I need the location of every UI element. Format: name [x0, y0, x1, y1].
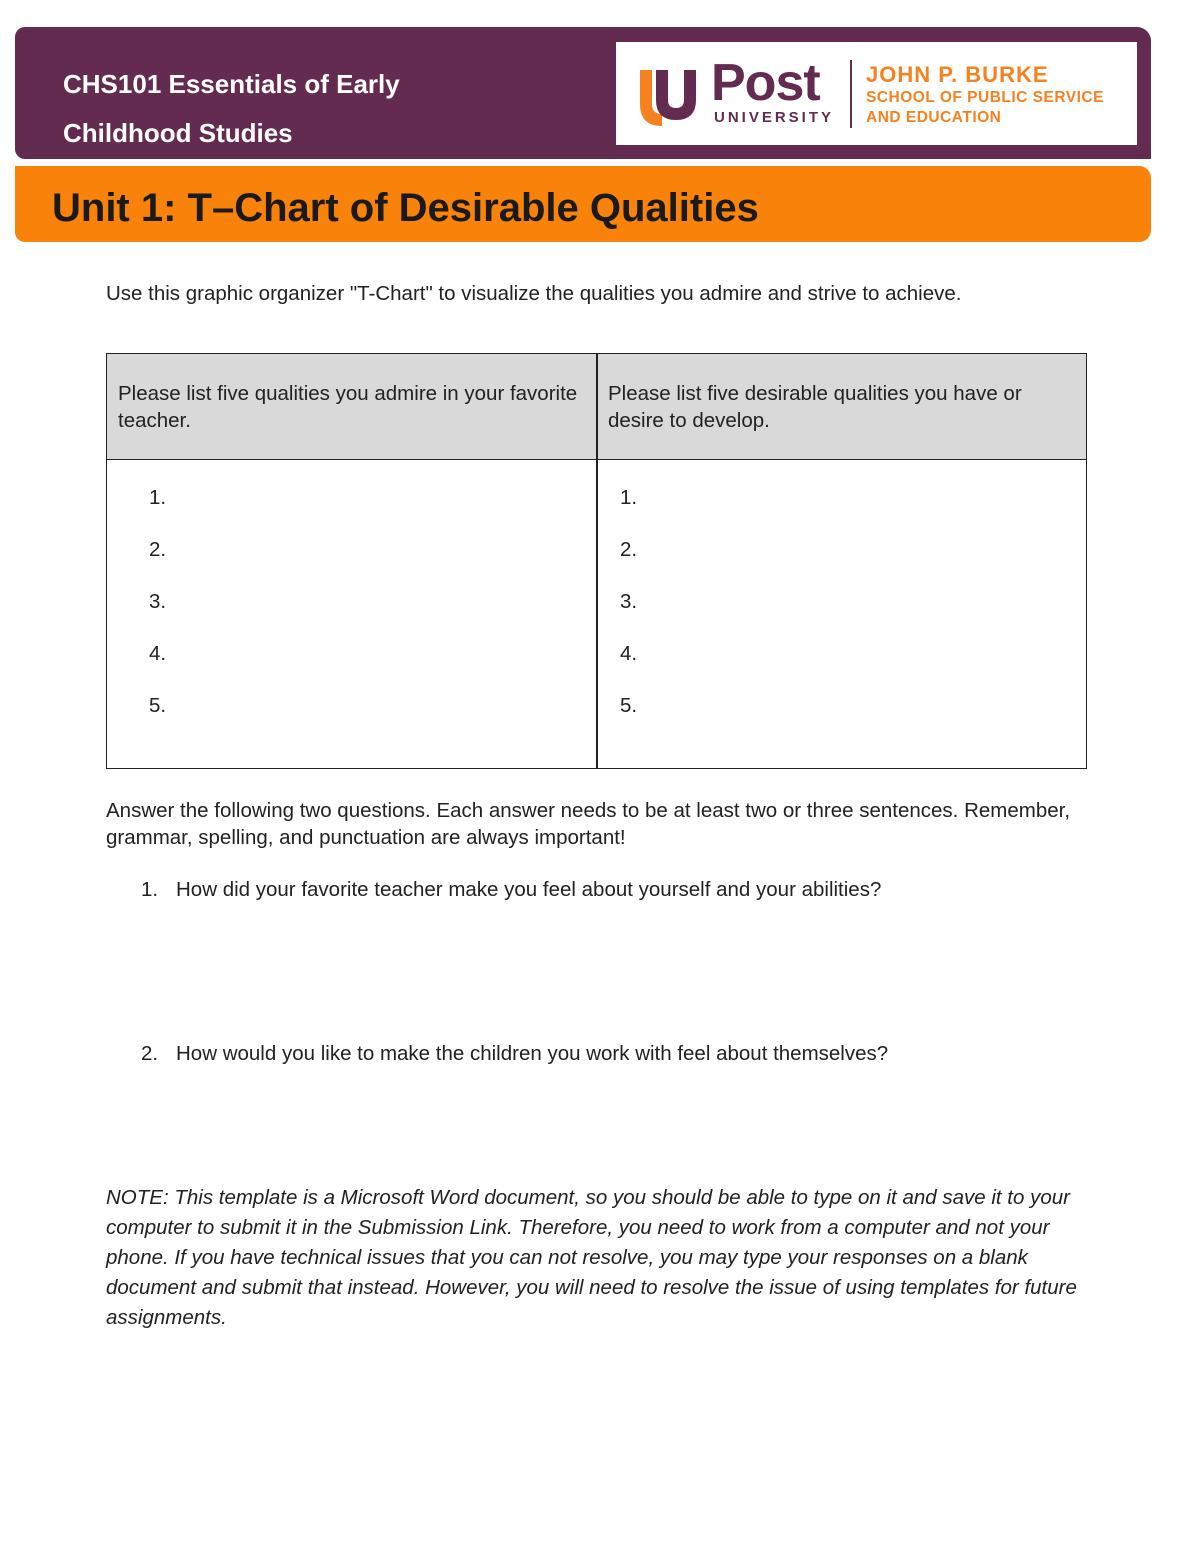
- university-logo: [616, 42, 1137, 145]
- logo-school-line1: JOHN P. BURKE: [866, 62, 1049, 87]
- course-title: [63, 60, 523, 158]
- logo-divider: [850, 60, 852, 128]
- question-number: 1.: [141, 878, 159, 901]
- post-university-logo-icon: [636, 64, 698, 126]
- right-quality-item[interactable]: 2.: [620, 538, 638, 561]
- logo-school-line3: AND EDUCATION: [866, 109, 1002, 126]
- question-number: 2.: [141, 1042, 159, 1065]
- t-chart-left-header: Please list five qualities you admire in your favorite teacher.: [118, 382, 578, 432]
- t-chart-table: [106, 353, 1087, 769]
- question-1[interactable]: [141, 878, 881, 902]
- left-quality-item[interactable]: 5.: [149, 694, 167, 717]
- t-chart-divider: [596, 354, 598, 768]
- question-text: How did your favorite teacher make you feel about yourself and your abilities?: [176, 878, 882, 901]
- logo-university-text: UNIVERSITY: [714, 109, 835, 126]
- left-quality-item[interactable]: 3.: [149, 590, 167, 613]
- logo-school-line2: SCHOOL OF PUBLIC SERVICE: [866, 89, 1104, 106]
- logo-post-text: Post: [711, 54, 820, 112]
- t-chart-right-header: Please list five desirable qualities you have or desire to develop.: [608, 382, 1022, 432]
- intro-text: Use this graphic organizer "T-Chart" to visualize the qualities you admire and strive to achieve.: [106, 282, 962, 305]
- right-quality-item[interactable]: 1.: [620, 486, 638, 509]
- template-note: NOTE: This template is a Microsoft Word document, so you should be able to type on it and save it to your computer to submit it in the Submission Link. Therefore, you need to work from a computer and not your phone. If you have technical issues that you can not resolve, you may type your responses on a blank document and submit that instead. However, you will need to resolve the issue of using templates for future assignments.: [106, 1186, 1077, 1329]
- question-instructions: Answer the following two questions. Each answer needs to be at least two or three sentences. Remember, grammar, spelling, and punctuation are always important!: [106, 799, 1071, 849]
- left-qualities-list: [149, 482, 166, 742]
- question-2[interactable]: [141, 1042, 888, 1066]
- left-quality-item[interactable]: 1.: [149, 486, 167, 509]
- page-title: Unit 1: T–Chart of Desirable Qualities: [52, 186, 759, 230]
- right-quality-item[interactable]: 3.: [620, 590, 638, 613]
- course-title-line2: Childhood Studies: [63, 118, 293, 148]
- right-quality-item[interactable]: 5.: [620, 694, 638, 717]
- logo-school-name: [866, 62, 1104, 128]
- course-title-line1: CHS101 Essentials of Early: [63, 69, 400, 99]
- left-quality-item[interactable]: 4.: [149, 642, 167, 665]
- left-quality-item[interactable]: 2.: [149, 538, 167, 561]
- question-text: How would you like to make the children you work with feel about themselves?: [176, 1042, 889, 1065]
- right-quality-item[interactable]: 4.: [620, 642, 638, 665]
- right-qualities-list: [620, 482, 637, 742]
